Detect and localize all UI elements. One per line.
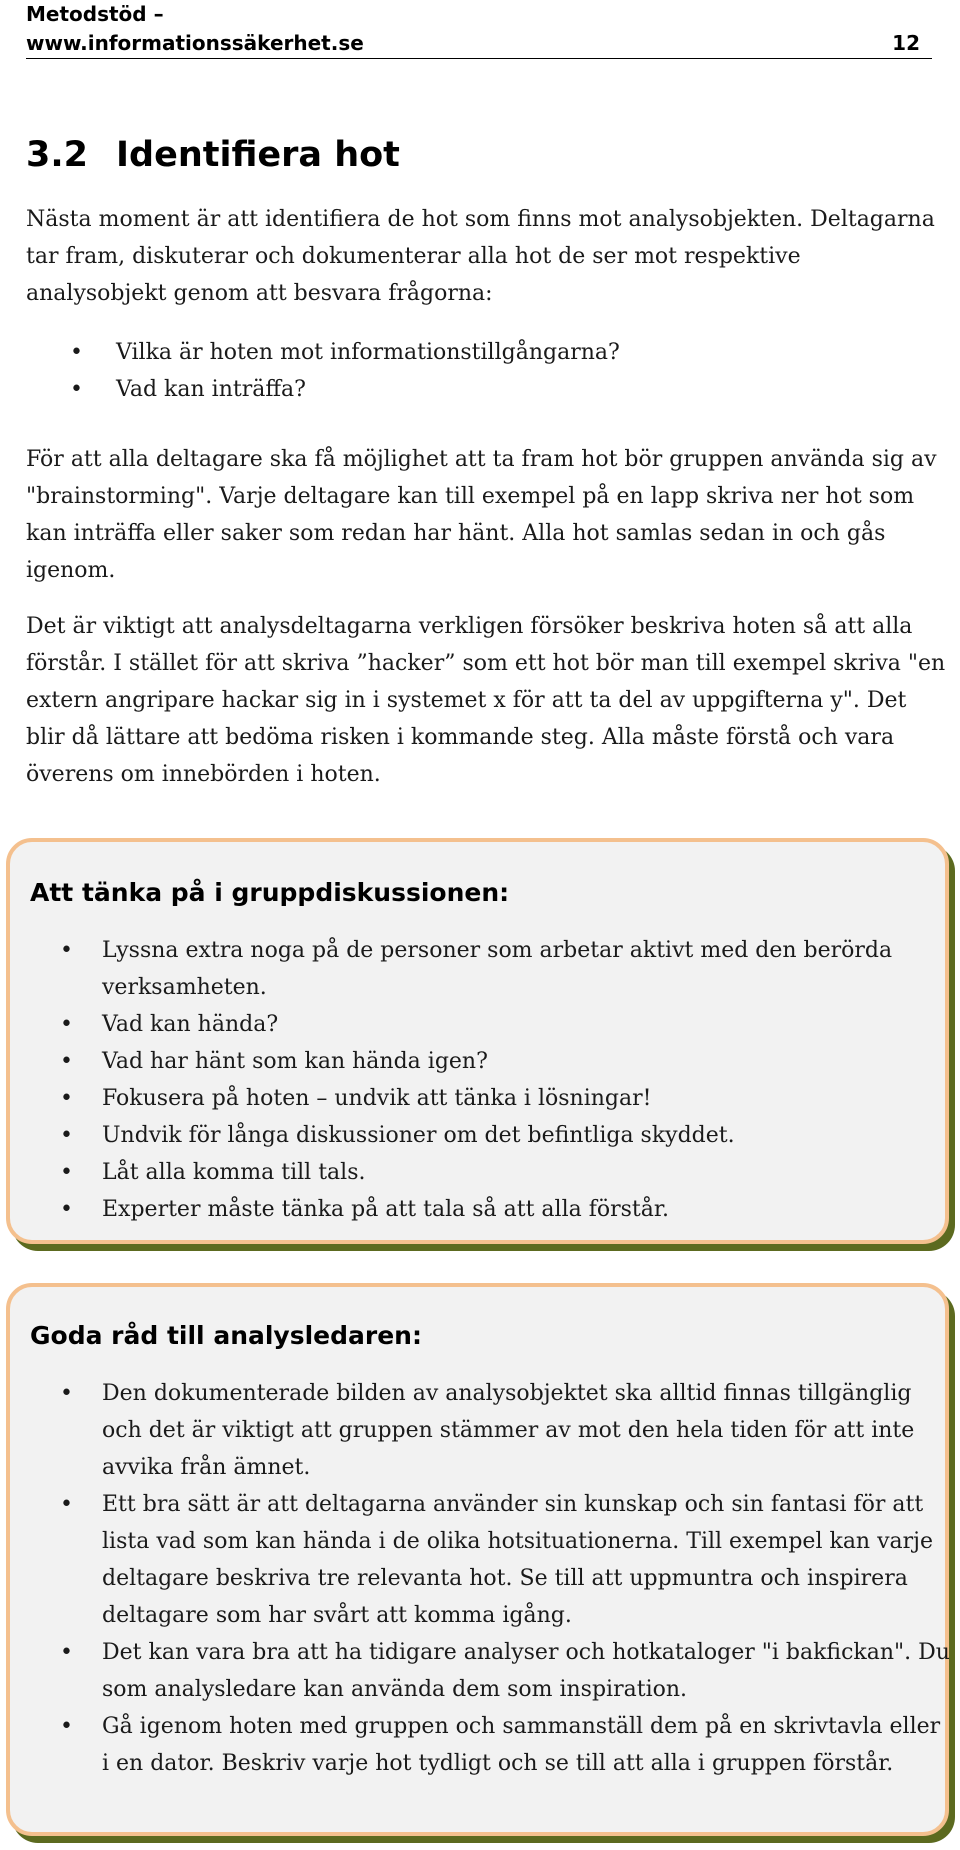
list-item bbox=[0, 1375, 950, 1486]
list-item bbox=[0, 1708, 950, 1782]
page-number: 12 bbox=[892, 31, 920, 55]
list-item bbox=[0, 932, 950, 1006]
page-header bbox=[26, 0, 932, 59]
brainstorming-paragraph: För att alla deltagare ska få möjlighet att ta fram hot bör gruppen använda sig av "brainstorming". Varje deltagare kan till exempel på en lapp skriva ner hot som kan inträffa eller saker som redan har hänt. Alla hot samlas sedan in och gås igenom. bbox=[26, 447, 937, 583]
list-item-text: Lyssna extra noga på de personer som arbetar aktivt med den berörda verksamheten. bbox=[102, 938, 893, 1000]
bullet-icon: • bbox=[60, 1492, 73, 1517]
discussion-tips-list bbox=[0, 932, 950, 1228]
analysis-leader-advice-box bbox=[6, 1283, 949, 1836]
list-item-text: Vad kan inträffa? bbox=[116, 377, 306, 402]
bullet-icon: • bbox=[60, 1049, 73, 1074]
list-item bbox=[0, 1117, 950, 1154]
bullet-icon: • bbox=[60, 1086, 73, 1111]
header-site-line1: Metodstöd – bbox=[26, 2, 164, 26]
bullet-icon: • bbox=[60, 1381, 73, 1406]
list-item bbox=[0, 334, 960, 371]
analysis-leader-advice-title: Goda råd till analysledaren: bbox=[30, 1321, 422, 1350]
bullet-icon: • bbox=[60, 938, 73, 963]
list-item bbox=[0, 1080, 950, 1117]
section-heading bbox=[26, 130, 400, 180]
list-item-text: Fokusera på hoten – undvik att tänka i lösningar! bbox=[102, 1086, 652, 1111]
bullet-icon: • bbox=[60, 1123, 73, 1148]
bullet-icon: • bbox=[70, 377, 83, 402]
list-item bbox=[0, 1486, 950, 1634]
describe-paragraph: Det är viktigt att analysdeltagarna verkligen försöker beskriva hoten så att alla förstår. I stället för att skriva ”hacker” som ett hot bör man till exempel skriva "en extern angripare hackar sig in i systemet x för att ta del av uppgifterna y". Det blir då lättare att bedöma risken i kommande steg. Alla måste förstå och vara överens om innebörden i hoten. bbox=[26, 614, 946, 787]
list-item-text: Undvik för långa diskussioner om det befintliga skyddet. bbox=[102, 1123, 735, 1148]
list-item-text: Experter måste tänka på att tala så att alla förstår. bbox=[102, 1197, 669, 1222]
analysis-leader-advice-list bbox=[0, 1375, 950, 1782]
list-item bbox=[0, 1154, 950, 1191]
header-site-name bbox=[26, 0, 364, 58]
list-item bbox=[0, 1191, 950, 1228]
list-item-text: Låt alla komma till tals. bbox=[102, 1160, 366, 1185]
bullet-icon: • bbox=[60, 1160, 73, 1185]
bullet-icon: • bbox=[60, 1640, 73, 1665]
list-item bbox=[0, 1006, 950, 1043]
section-title: Identifiera hot bbox=[116, 135, 400, 175]
header-site-line2: www.informationssäkerhet.se bbox=[26, 31, 364, 55]
list-item-text: Ett bra sätt är att deltagarna använder sin kunskap och sin fantasi för att lista vad som kan hända i de olika hotsituationerna. Till exempel kan varje deltagare beskriva tre relevanta hot. Se till att uppmuntra och inspirera deltagare som har svårt att komma igång. bbox=[102, 1492, 933, 1628]
bullet-icon: • bbox=[60, 1012, 73, 1037]
list-item-text: Vad kan hända? bbox=[102, 1012, 279, 1037]
list-item-text: Den dokumenterade bilden av analysobjektet ska alltid finnas tillgänglig och det är viktigt att gruppen stämmer av mot den hela tiden för att inte avvika från ämnet. bbox=[102, 1381, 915, 1480]
discussion-tips-title: Att tänka på i gruppdiskussionen: bbox=[30, 878, 510, 907]
bullet-icon: • bbox=[70, 340, 83, 365]
list-item-text: Gå igenom hoten med gruppen och sammanställ dem på en skrivtavla eller i en dator. Beskriv varje hot tydligt och se till att alla i gruppen förstår. bbox=[102, 1714, 941, 1776]
list-item bbox=[0, 1634, 950, 1708]
list-item bbox=[0, 371, 960, 408]
intro-paragraph: Nästa moment är att identifiera de hot som finns mot analysobjekten. Deltagarna tar fram, diskuterar och dokumenterar alla hot de ser mot respektive analysobjekt genom att besvara frågorna: bbox=[26, 207, 935, 306]
list-item-text: Det kan vara bra att ha tidigare analyser och hotkataloger "i bakfickan". Du som analysledare kan använda dem som inspiration. bbox=[102, 1640, 950, 1702]
discussion-tips-box bbox=[6, 838, 949, 1244]
bullet-icon: • bbox=[60, 1714, 73, 1739]
question-list bbox=[0, 334, 960, 408]
list-item-text: Vilka är hoten mot informationstillgångarna? bbox=[116, 340, 620, 365]
list-item-text: Vad har hänt som kan hända igen? bbox=[102, 1049, 488, 1074]
section-number: 3.2 bbox=[26, 135, 89, 175]
list-item bbox=[0, 1043, 950, 1080]
bullet-icon: • bbox=[60, 1197, 73, 1222]
